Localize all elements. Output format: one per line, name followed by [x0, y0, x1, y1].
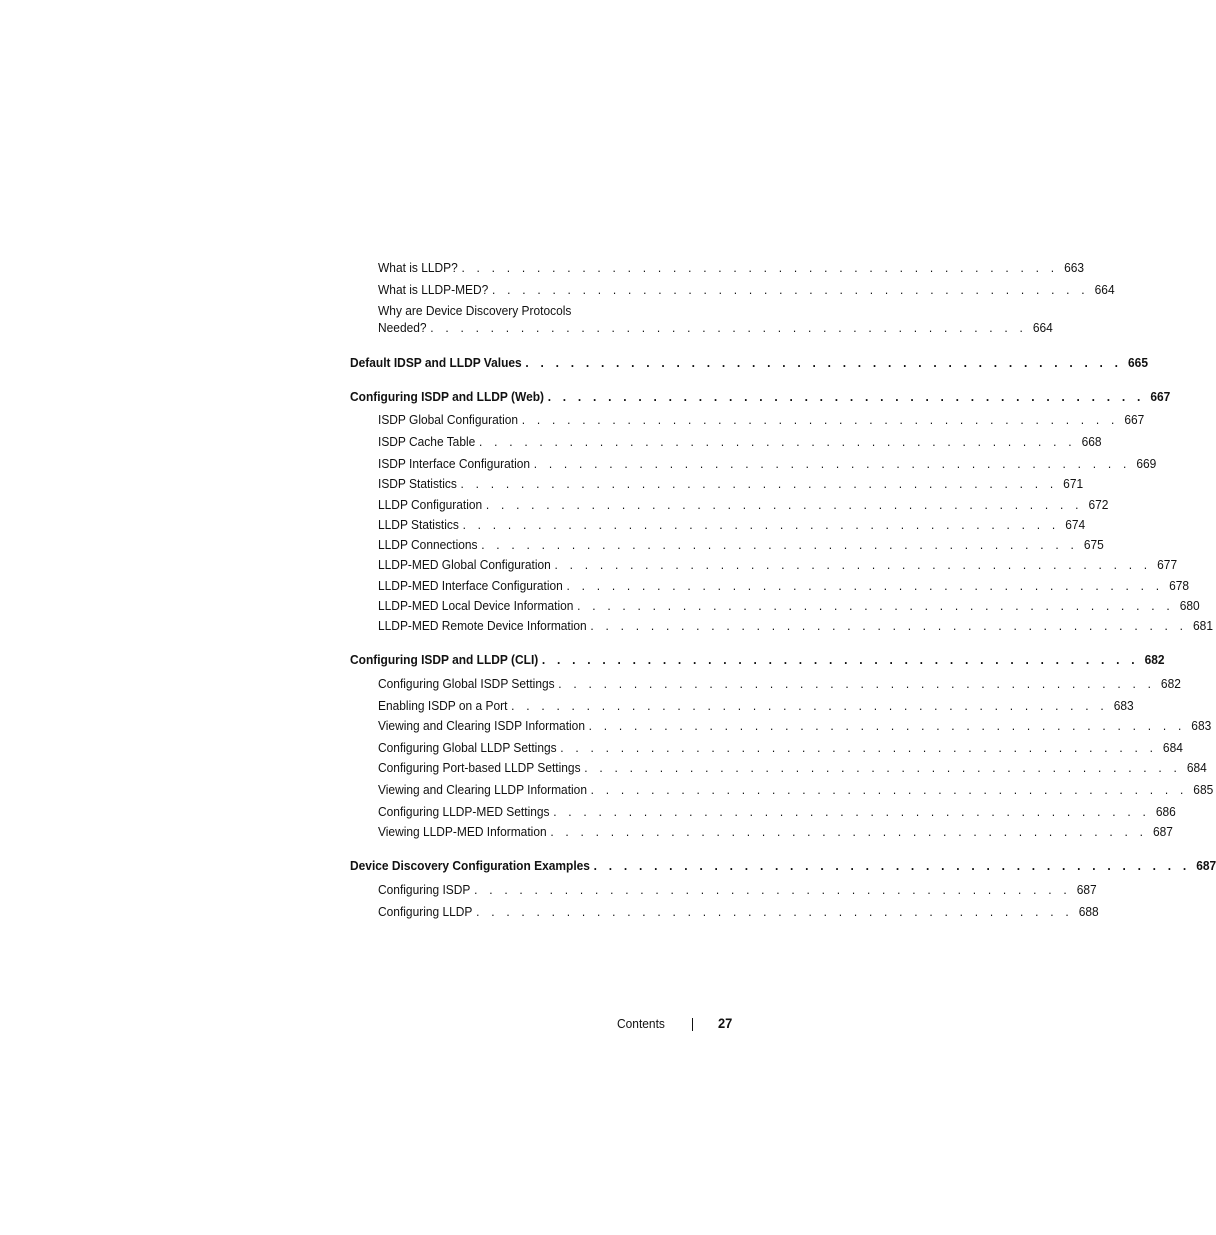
toc-entry[interactable]	[378, 782, 1214, 798]
toc-entry-page-number: 687	[1196, 858, 1216, 873]
toc-entry[interactable]	[378, 824, 1173, 840]
dot-leader: . . . . . . . . . . . . . . . . . . . . . . . . . . . . . . . . . . . . . . . .	[550, 824, 1148, 839]
toc-entry-title: LLDP-MED Global Configuration	[378, 557, 551, 572]
dot-leader: . . . . . . . . . . . . . . . . . . . . . . . . . . . . . . . . . . . . . . . .	[590, 618, 1188, 633]
toc-entry-page-number: 672	[1088, 497, 1109, 512]
dot-leader: . . . . . . . . . . . . . . . . . . . . . . . . . . . . . . . . . . . . . . . .	[554, 557, 1152, 572]
toc-entry-page-number: 687	[1152, 824, 1173, 839]
toc-entry[interactable]	[378, 260, 1085, 276]
toc-entry-title: Default IDSP and LLDP Values	[350, 355, 522, 370]
toc-entry-page-number: 685	[1193, 782, 1214, 797]
toc-entry-page-number: 687	[1076, 882, 1097, 897]
toc-entry-title: Viewing and Clearing ISDP Information	[378, 718, 585, 733]
toc-entry[interactable]	[378, 537, 1104, 553]
toc-entry-title: Configuring ISDP	[378, 882, 471, 897]
toc-entry-page-number: 682	[1160, 676, 1181, 691]
dot-leader: . . . . . . . . . . . . . . . . . . . . . . . . . . . . . . . . . . . . . . . .	[566, 578, 1164, 593]
toc-entry[interactable]	[378, 578, 1190, 594]
toc-entry-title: What is LLDP?	[378, 260, 458, 275]
dot-leader: . . . . . . . . . . . . . . . . . . . . . . . . . . . . . . . . . . . . . . . .	[478, 434, 1076, 449]
toc-entry[interactable]	[378, 497, 1109, 513]
dot-leader: . . . . . . . . . . . . . . . . . . . . . . . . . . . . . . . . . . . . . . . .	[590, 782, 1188, 797]
dot-leader: . . . . . . . . . . . . . . . . . . . . . . . . . . . . . . . . . . . . . . . .	[462, 517, 1060, 532]
toc-entry[interactable]	[378, 760, 1207, 776]
toc-entry-page-number: 664	[1032, 320, 1053, 335]
toc-entry[interactable]	[378, 698, 1134, 714]
footer-page-number: 27	[718, 1015, 733, 1031]
toc-section-entry[interactable]	[350, 389, 1171, 405]
toc-entry-page-number: 686	[1155, 804, 1176, 819]
dot-leader: . . . . . . . . . . . . . . . . . . . . . . . . . . . . . . . . . . . . . . . .	[525, 355, 1123, 370]
dot-leader: . . . . . . . . . . . . . . . . . . . . . . . . . . . . . . . . . . . . . . . .	[461, 260, 1059, 275]
toc-entry[interactable]	[378, 434, 1102, 450]
toc-section-entry[interactable]	[350, 858, 1216, 874]
toc-entry[interactable]	[378, 904, 1099, 920]
toc-entry-page-number: 667	[1124, 412, 1145, 427]
toc-entry-page-number: 680	[1179, 598, 1200, 613]
footer-section-label: Contents	[617, 1016, 665, 1031]
toc-entry[interactable]	[378, 282, 1115, 298]
dot-leader: . . . . . . . . . . . . . . . . . . . . . . . . . . . . . . . . . . . . . . . .	[460, 476, 1058, 491]
toc-entry-page-number: 677	[1157, 557, 1178, 572]
dot-leader: . . . . . . . . . . . . . . . . . . . . . . . . . . . . . . . . . . . . . . . .	[476, 904, 1073, 919]
toc-entry-title: Needed?	[378, 320, 427, 335]
toc-entry-title: LLDP-MED Local Device Information	[378, 598, 574, 613]
toc-entry-page-number: 668	[1081, 434, 1102, 449]
toc-entry-page-number: 678	[1169, 578, 1190, 593]
toc-entry[interactable]	[378, 412, 1145, 428]
dot-leader: . . . . . . . . . . . . . . . . . . . . . . . . . . . . . . . . . . . . . . . .	[553, 804, 1151, 819]
toc-entry-page-number: 688	[1078, 904, 1099, 919]
toc-entry-page-number: 663	[1064, 260, 1085, 275]
toc-entry-title: Device Discovery Configuration Examples	[350, 858, 590, 873]
dot-leader: . . . . . . . . . . . . . . . . . . . . . . . . . . . . . . . . . . . . . . . .	[547, 389, 1145, 404]
dot-leader: . . . . . . . . . . . . . . . . . . . . . . . . . . . . . . . . . . . . . . . .	[492, 282, 1089, 297]
toc-entry-title: Viewing LLDP-MED Information	[378, 824, 547, 839]
toc-entry[interactable]	[378, 320, 1053, 336]
toc-entry-title: LLDP-MED Interface Configuration	[378, 578, 563, 593]
toc-entry-page-number: 683	[1191, 718, 1212, 733]
dot-leader: . . . . . . . . . . . . . . . . . . . . . . . . . . . . . . . . . . . . . . . .	[541, 652, 1139, 667]
dot-leader: . . . . . . . . . . . . . . . . . . . . . . . . . . . . . . . . . . . . . . . .	[430, 320, 1028, 335]
dot-leader: . . . . . . . . . . . . . . . . . . . . . . . . . . . . . . . . . . . . . . . .	[521, 412, 1119, 427]
toc-entry[interactable]	[378, 557, 1178, 573]
toc-entry-page-number: 675	[1083, 537, 1104, 552]
toc-entry-title: ISDP Global Configuration	[378, 412, 519, 427]
toc-entry[interactable]	[378, 740, 1183, 756]
toc-entry-page-number: 667	[1150, 389, 1171, 404]
toc-entry-title: Configuring Global LLDP Settings	[378, 740, 557, 755]
toc-section-entry[interactable]	[350, 355, 1148, 371]
toc-entry-title: What is LLDP-MED?	[378, 282, 489, 297]
dot-leader: . . . . . . . . . . . . . . . . . . . . . . . . . . . . . . . . . . . . . . . .	[588, 718, 1186, 733]
toc-entry-page-number: 671	[1063, 476, 1084, 491]
toc-entry-page-number: 682	[1144, 652, 1165, 667]
toc-entry-title: ISDP Cache Table	[378, 434, 476, 449]
toc-entry-page-number: 665	[1128, 355, 1148, 370]
dot-leader: . . . . . . . . . . . . . . . . . . . . . . . . . . . . . . . . . . . . . . . .	[533, 456, 1131, 471]
toc-entry-title: Viewing and Clearing LLDP Information	[378, 782, 587, 797]
toc-entry-title: LLDP Connections	[378, 537, 478, 552]
toc-entry-page-number: 664	[1094, 282, 1115, 297]
toc-entry[interactable]	[378, 676, 1181, 692]
toc-entry-title: Configuring Port-based LLDP Settings	[378, 760, 581, 775]
dot-leader: . . . . . . . . . . . . . . . . . . . . . . . . . . . . . . . . . . . . . . . .	[485, 497, 1083, 512]
toc-entry-title: LLDP Statistics	[378, 517, 459, 532]
footer-divider	[692, 1018, 693, 1031]
toc-entry[interactable]	[378, 598, 1200, 614]
toc-entry-title-line1: Why are Device Discovery Protocols	[378, 303, 572, 318]
dot-leader: . . . . . . . . . . . . . . . . . . . . . . . . . . . . . . . . . . . . . . . .	[481, 537, 1079, 552]
dot-leader: . . . . . . . . . . . . . . . . . . . . . . . . . . . . . . . . . . . . . . . .	[584, 760, 1182, 775]
toc-entry-title: LLDP Configuration	[378, 497, 483, 512]
dot-leader: . . . . . . . . . . . . . . . . . . . . . . . . . . . . . . . . . . . . . . . .	[577, 598, 1174, 613]
toc-entry[interactable]	[378, 804, 1176, 820]
toc-entry[interactable]	[378, 476, 1084, 492]
dot-leader: . . . . . . . . . . . . . . . . . . . . . . . . . . . . . . . . . . . . . . . .	[560, 740, 1158, 755]
toc-entry-title: Configuring LLDP	[378, 904, 473, 919]
toc-entry-page-number: 674	[1065, 517, 1086, 532]
toc-entry-title: Enabling ISDP on a Port	[378, 698, 508, 713]
dot-leader: . . . . . . . . . . . . . . . . . . . . . . . . . . . . . . . . . . . . . . . .	[511, 698, 1108, 713]
toc-entry[interactable]	[378, 517, 1086, 533]
toc-entry-title: Configuring ISDP and LLDP (Web)	[350, 389, 545, 404]
toc-entry-page-number: 684	[1186, 760, 1207, 775]
dot-leader: . . . . . . . . . . . . . . . . . . . . . . . . . . . . . . . . . . . . . . . .	[474, 882, 1071, 897]
dot-leader: . . . . . . . . . . . . . . . . . . . . . . . . . . . . . . . . . . . . . . . .	[558, 676, 1156, 691]
dot-leader: . . . . . . . . . . . . . . . . . . . . . . . . . . . . . . . . . . . . . . . .	[593, 858, 1191, 873]
toc-entry-page-number: 681	[1193, 618, 1213, 633]
toc-entry-title: LLDP-MED Remote Device Information	[378, 618, 587, 633]
toc-entry-title: Configuring ISDP and LLDP (CLI)	[350, 652, 539, 667]
toc-entry[interactable]	[378, 618, 1213, 634]
toc-entry-page-number: 669	[1136, 456, 1157, 471]
toc-entry[interactable]	[378, 882, 1097, 898]
toc-entry[interactable]	[378, 456, 1157, 472]
toc-entry-page-number: 683	[1113, 698, 1134, 713]
toc-entry-page-number: 684	[1162, 740, 1183, 755]
toc-entry-title: Configuring Global ISDP Settings	[378, 676, 555, 691]
toc-entry-title: Configuring LLDP-MED Settings	[378, 804, 550, 819]
toc-entry[interactable]	[378, 718, 1212, 734]
toc-section-entry[interactable]	[350, 652, 1165, 668]
toc-entry-title: ISDP Statistics	[378, 476, 457, 491]
toc-entry-title: ISDP Interface Configuration	[378, 456, 531, 471]
